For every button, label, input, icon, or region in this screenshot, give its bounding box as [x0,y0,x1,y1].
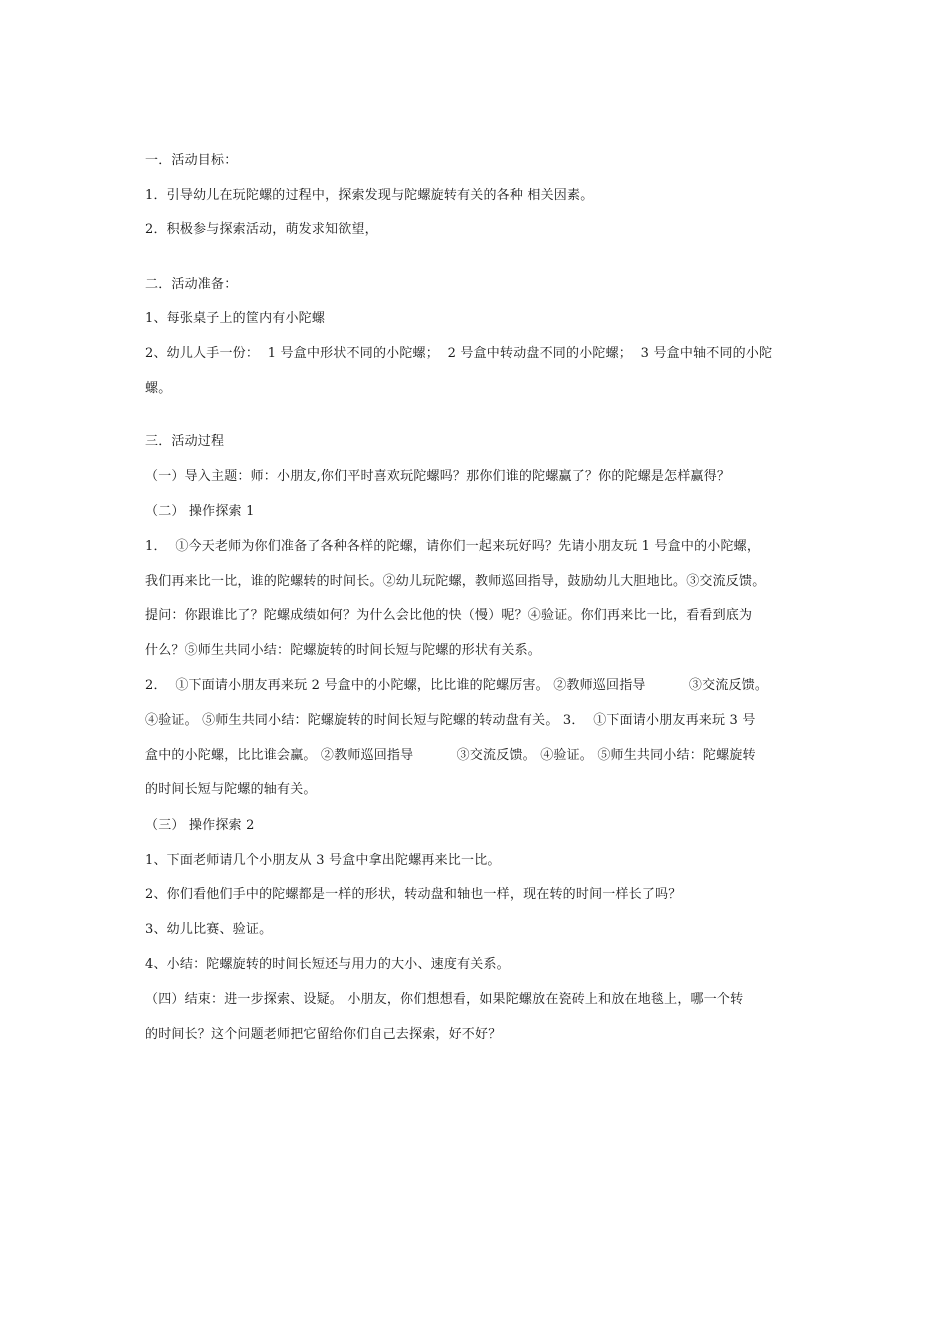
explore-1-paragraph-2-line-3: 盒中的小陀螺，比比谁会赢。 ②教师巡回指导 ③交流反馈。 ④验证。 ⑤师生共同小结：陀螺旋转 [145,748,756,763]
explore-1-heading: （二） 操作探索 1 [145,504,255,519]
explore-1-paragraph-2-line-4: 的时间长短与陀螺的轴有关。 [145,782,317,797]
ending-line-2: 的时间长？这个问题老师把它留给你们自己去探索，好不好？ [145,1027,502,1042]
explore-1-paragraph-1-line-1: 1． ①今天老师为你们准备了各种各样的陀螺，请你们一起来玩好吗？先请小朋友玩 1 号盒中的小陀螺， [145,539,761,554]
ending-line-1: （四）结束：进一步探索、设疑。 小朋友，你们想想看，如果陀螺放在瓷砖上和放在地毯上，哪一个转 [145,992,744,1007]
explore-1-paragraph-1-line-2: 我们再来比一比，谁的陀螺转的时间长。②幼儿玩陀螺，教师巡回指导，鼓励幼儿大胆地比。③交流反馈。 [145,574,766,589]
explore-2-heading: （三） 操作探索 2 [145,818,255,833]
explore-1-paragraph-2-line-1: 2． ①下面请小朋友再来玩 2 号盒中的小陀螺，比比谁的陀螺厉害。 ②教师巡回指导 ③交流反馈。 [145,678,769,693]
section-heading-goals: 一．活动目标： [145,153,238,168]
goal-item-2: 2．积极参与探索活动，萌发求知欲望， [145,222,378,237]
process-intro: （一）导入主题：师：小朋友,你们平时喜欢玩陀螺吗？那你们谁的陀螺赢了？你的陀螺是怎样赢得？ [145,469,731,484]
explore-1-paragraph-1-line-3: 提问：你跟谁比了？陀螺成绩如何？为什么会比他的快（慢）呢？④验证。你们再来比一比，看看到底为 [145,608,753,623]
preparation-item-2-line-2: 螺。 [145,381,172,396]
explore-2-item-2: 2、你们看他们手中的陀螺都是一样的形状，转动盘和轴也一样，现在转的时间一样长了吗？ [145,887,682,902]
explore-1-paragraph-1-line-4: 什么？⑤师生共同小结：陀螺旋转的时间长短与陀螺的形状有关系。 [145,643,542,658]
section-heading-preparation: 二．活动准备： [145,277,238,292]
explore-2-item-3: 3、幼儿比赛、验证。 [145,922,273,937]
preparation-item-2-line-1: 2、幼儿人手一份： 1 号盒中形状不同的小陀螺； 2 号盒中转动盘不同的小陀螺； 3 号盒中轴不同的小陀 [145,346,773,361]
preparation-item-1: 1、每张桌子上的筐内有小陀螺 [145,311,326,326]
explore-2-item-1: 1、下面老师请几个小朋友从 3 号盒中拿出陀螺再来比一比。 [145,853,501,868]
explore-1-paragraph-2-line-2: ④验证。 ⑤师生共同小结：陀螺旋转的时间长短与陀螺的转动盘有关。 3． ①下面请小朋友再来玩 3 号 [145,713,756,728]
goal-item-1: 1．引导幼儿在玩陀螺的过程中，探索发现与陀螺旋转有关的各种 相关因素。 [145,188,594,203]
section-heading-process: 三．活动过程 [145,434,225,449]
explore-2-item-4: 4、小结：陀螺旋转的时间长短还与用力的大小、速度有关系。 [145,957,510,972]
